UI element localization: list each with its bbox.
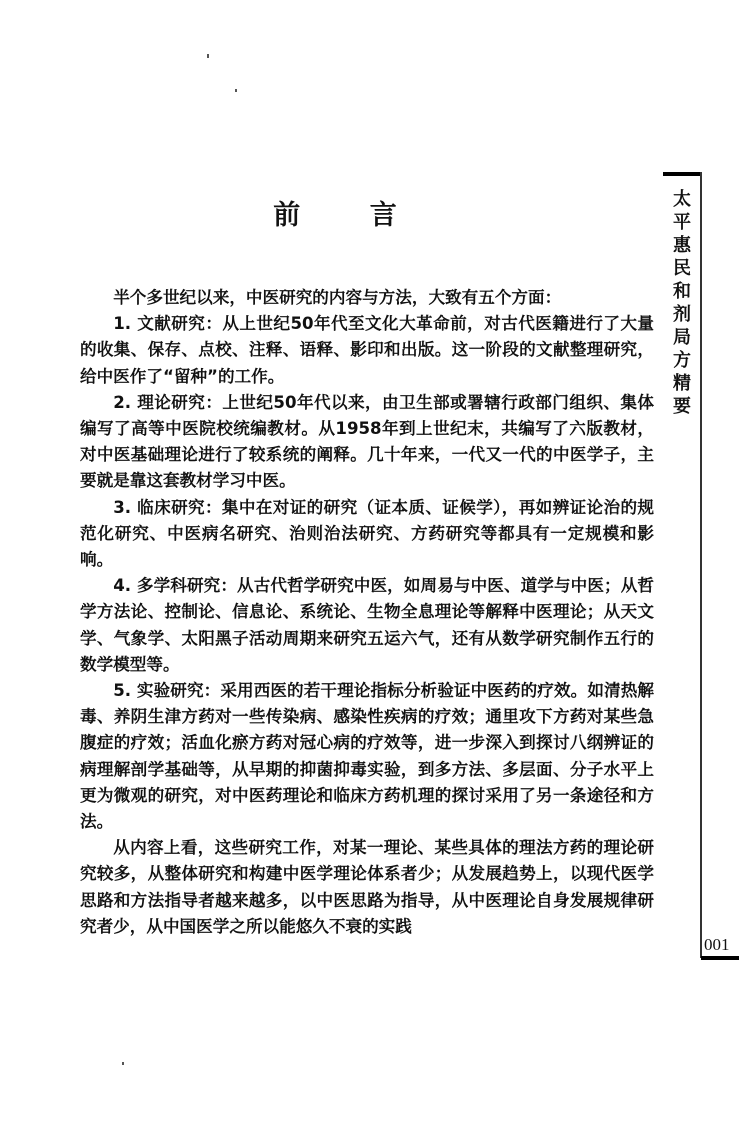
book-title-char: 民	[673, 258, 691, 279]
paragraph-theory: 2. 理论研究：上世纪50年代以来，由卫生部或署辖行政部门组织、集体编写了高等中医院校统编教材。从1958年到上世纪末，共编写了六版教材，对中医基础理论进行了较系统的阐释。几十年来，一代又一代的中医学子，主要就是靠这套教材学习中医。	[80, 392, 654, 491]
book-title-char: 精	[673, 373, 691, 394]
book-title-char: 方	[673, 350, 691, 371]
running-book-title	[668, 188, 696, 418]
book-title-char: 太	[673, 189, 691, 210]
page-title: 前 言	[273, 200, 427, 231]
scan-speck	[122, 1062, 124, 1065]
paragraph-summary: 从内容上看，这些研究工作，对某一理论、某些具体的理法方药的理论研究较多，从整体研究和构建中医学理论体系者少；从发展趋势上，以现代医学思路和方法指导者越来越多，以中医思路为指导，从中医理论自身发展规律研究者少，从中国医学之所以能悠久不衰的实践	[80, 838, 654, 936]
paragraph-multidisciplinary: 4. 多学科研究：从古代哲学研究中医，如周易与中医、道学与中医；从哲学方法论、控制论、信息论、系统论、生物全息理论等解释中医理论；从天文学、气象学、太阳黑子活动周期来研究五运六气，还有从数学研究制作五行的数学模型等。	[80, 576, 654, 674]
paragraph-clinical: 3. 临床研究：集中在对证的研究（证本质、证候学），再如辨证论治的规范化研究、中医病名研究、治则治法研究、方药研究等都具有一定规模和影响。	[80, 497, 654, 570]
side-rule-top-bar	[663, 172, 702, 176]
page-number: 001	[704, 935, 730, 954]
paragraph-literature: 1. 文献研究：从上世纪50年代至文化大革命前，对古代医籍进行了大量的收集、保存、点校、注释、语释、影印和出版。这一阶段的文献整理研究，给中医作了“留种”的工作。	[80, 314, 654, 386]
side-rule-bottom-bar	[701, 956, 739, 960]
scan-speck	[235, 89, 237, 92]
paragraph-experimental: 5. 实验研究：采用西医的若干理论指标分析验证中医药的疗效。如清热解毒、养阴生津方药对一些传染病、感染性疾病的疗效；通里攻下方药对某些急腹症的疗效；活血化瘀方药对冠心病的疗效等，进一步深入到探讨八纲辨证的病理解剖学基础等，从早期的抑菌抑毒实验，到多方法、多层面、分子水平上更为微观的研究，对中医药理论和临床方药机理的探讨采用了另一条途径和方法。	[80, 681, 654, 832]
scan-speck	[207, 54, 209, 58]
paragraph-intro: 半个多世纪以来，中医研究的内容与方法，大致有五个方面：	[113, 288, 562, 307]
side-rule	[700, 172, 702, 958]
book-title-char: 要	[673, 396, 691, 417]
book-title-char: 和	[673, 281, 691, 302]
book-title-char: 平	[673, 212, 691, 233]
body-text	[80, 285, 654, 940]
book-title-char: 剂	[673, 304, 691, 325]
book-title-char: 惠	[673, 235, 691, 256]
book-title-char: 局	[673, 327, 691, 348]
